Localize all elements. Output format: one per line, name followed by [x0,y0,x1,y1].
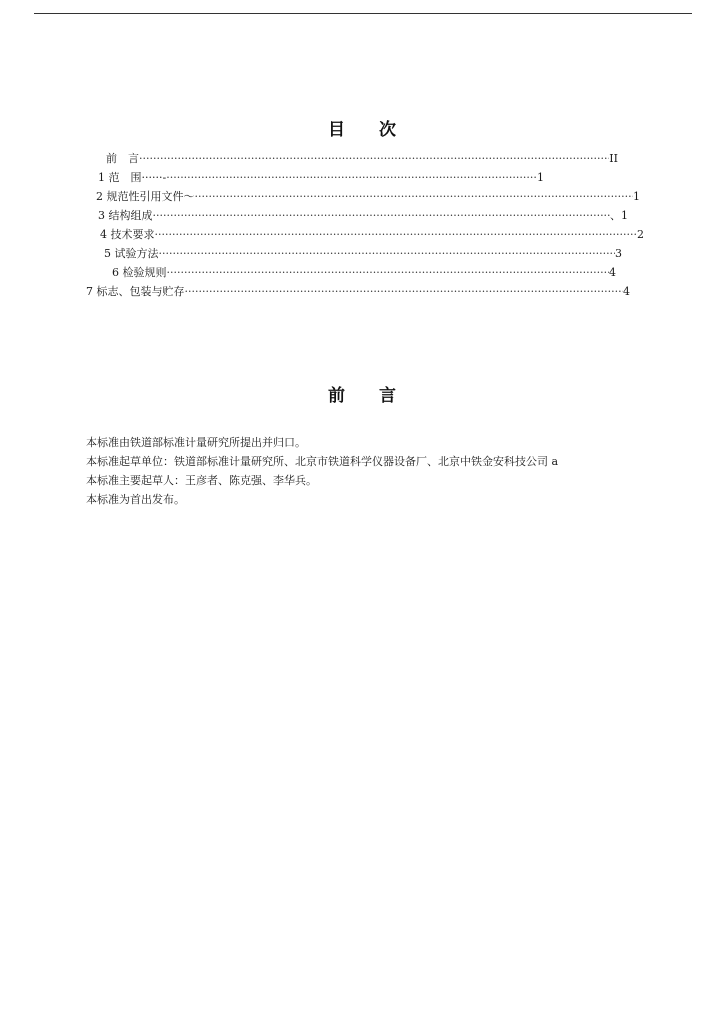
toc-entry-technical-requirements[interactable] [100,225,644,244]
toc-entry-inspection-rules[interactable] [112,263,616,282]
toc-entry-page: 3 [615,247,622,260]
toc-entry-marking-packaging-storage[interactable] [86,282,630,301]
toc-entry-label: 前 言 [106,152,139,165]
foreword-title: 前 言 [328,386,396,406]
toc-entry-foreword[interactable] [106,149,618,168]
toc-entry-page: 1 [633,190,640,203]
toc-entry-label: 2 规范性引用文件～ [96,190,195,203]
toc-leader-dots [159,244,616,263]
foreword-paragraph: 本标准主要起草人：王彦者、陈克强、李华兵。 [86,474,317,487]
toc-entry-label: 1 范 围······- [98,171,167,184]
toc-entry-normative-references[interactable] [96,187,640,206]
toc-leader-dots [139,149,609,168]
header-rule [34,13,692,14]
toc-title: 目 次 [328,120,396,140]
toc-leader-dots [167,263,610,282]
toc-leader-dots [195,187,634,206]
toc-entry-page: 2 [637,228,644,241]
toc-entry-page: 、1 [610,209,628,222]
toc-entry-label: 6 检验规则 [112,266,167,279]
toc-leader-dots [185,282,624,301]
toc-entry-page: II [609,152,618,165]
toc-entry-scope[interactable] [98,168,544,187]
toc-entry-page: 4 [609,266,616,279]
toc-leader-dots [155,225,638,244]
toc-entry-structure[interactable] [98,206,628,225]
toc-entry-test-methods[interactable] [104,244,622,263]
toc-leader-dots [153,206,611,225]
toc-entry-label: 4 技术要求 [100,228,155,241]
foreword-body [86,433,686,509]
toc-leader-dots [166,168,537,187]
toc-entry-page: 4 [623,285,630,298]
toc-entry-label: 7 标志、包装与贮存 [86,285,185,298]
toc-entry-label: 5 试验方法 [104,247,159,260]
foreword-paragraph: 本标准起草单位：铁道部标准计量研究所、北京市铁道科学仪器设备厂、北京中铁金安科技公司 a [86,455,559,468]
foreword-paragraph: 本标准为首出发布。 [86,493,185,506]
toc-entry-label: 3 结构组成 [98,209,153,222]
toc-entry-page: 1 [537,171,544,184]
foreword-paragraph: 本标准由铁道部标准计量研究所提出并归口。 [86,436,306,449]
